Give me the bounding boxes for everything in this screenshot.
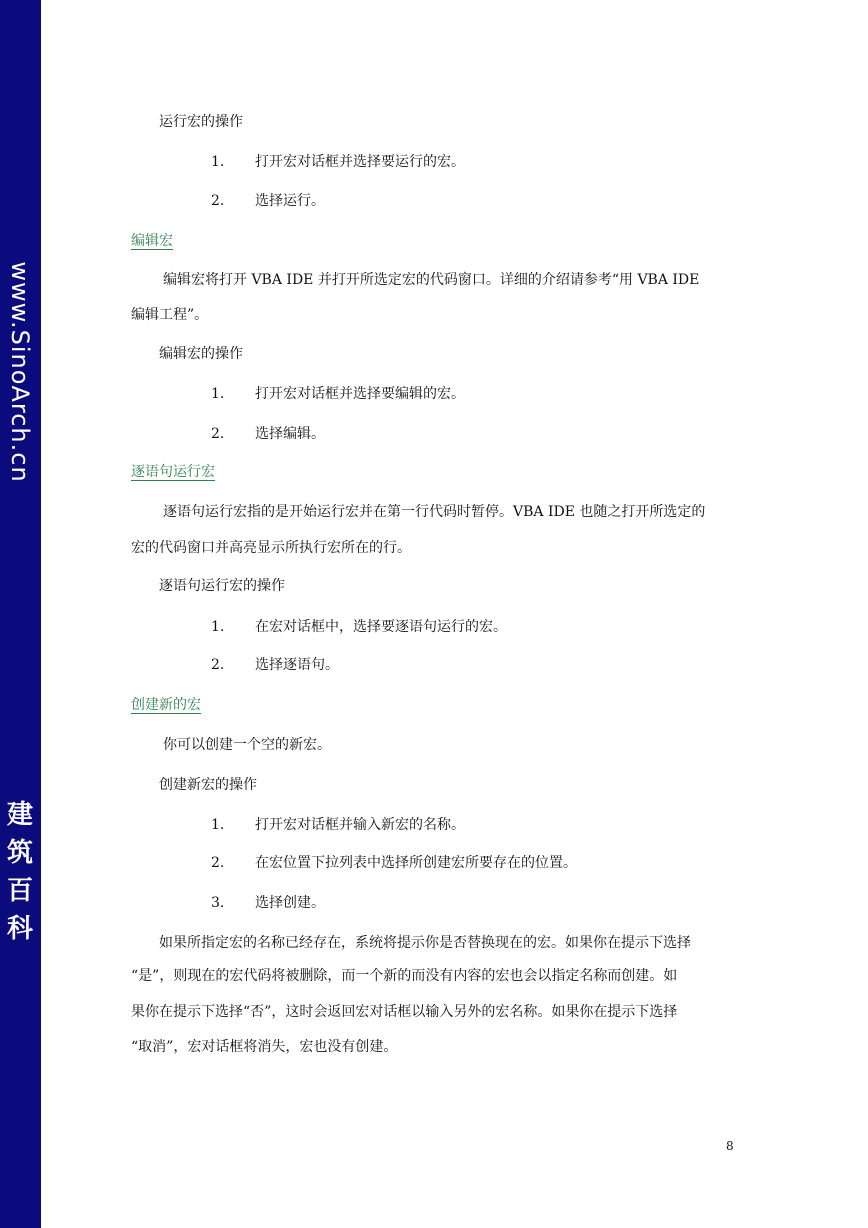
create-ops-title: 创建新宏的操作 <box>159 777 257 793</box>
paragraph: 你可以创建一个空的新宏。 <box>163 737 331 753</box>
section-heading-step[interactable]: 逐语句运行宏 <box>131 464 215 480</box>
list-number: 1. <box>211 619 225 635</box>
list-item: 在宏对话框中，选择要逐语句运行的宏。 <box>255 619 507 635</box>
paragraph: 编辑工程”。 <box>131 307 209 323</box>
paragraph: 如果所指定宏的名称已经存在，系统将提示你是否替换现在的宏。如果你在提示下选择 <box>159 935 691 951</box>
brand-char: 建 <box>6 800 33 830</box>
paragraph: 宏的代码窗口并高亮显示所执行宏所在的行。 <box>131 540 411 556</box>
brand-char: 百 <box>6 876 33 906</box>
list-item: 选择创建。 <box>255 895 325 911</box>
paragraph: 编辑宏将打开 VBA IDE 并打开所选定宏的代码窗口。详细的介绍请参考“用 VBA IDE <box>163 272 700 288</box>
list-number: 2. <box>211 193 225 209</box>
list-number: 3. <box>211 895 225 911</box>
list-number: 2. <box>211 426 225 442</box>
brand-char: 科 <box>6 914 33 944</box>
list-item: 选择运行。 <box>255 193 325 209</box>
section-heading-edit[interactable]: 编辑宏 <box>131 233 173 249</box>
page-number: 8 <box>726 1139 734 1153</box>
brand-char: 筑 <box>6 838 33 868</box>
paragraph: “是”，则现在的宏代码将被删除，而一个新的而没有内容的宏也会以指定名称而创建。如 <box>131 968 678 984</box>
paragraph: “取消”，宏对话框将消失，宏也没有创建。 <box>131 1039 398 1055</box>
list-number: 2. <box>211 855 225 871</box>
step-ops-title: 逐语句运行宏的操作 <box>159 578 285 594</box>
section-heading-create[interactable]: 创建新的宏 <box>131 697 201 713</box>
run-ops-title: 运行宏的操作 <box>159 114 243 130</box>
brand-vertical <box>4 800 36 944</box>
list-item: 打开宏对话框并输入新宏的名称。 <box>255 817 465 833</box>
list-number: 1. <box>211 386 225 402</box>
sidebar <box>0 0 41 1228</box>
paragraph: 逐语句运行宏指的是开始运行宏并在第一行代码时暂停。VBA IDE 也随之打开所选定的 <box>163 504 706 520</box>
edit-ops-title: 编辑宏的操作 <box>159 346 243 362</box>
list-item: 打开宏对话框并选择要编辑的宏。 <box>255 386 465 402</box>
list-item: 打开宏对话框并选择要运行的宏。 <box>255 154 465 170</box>
paragraph: 果你在提示下选择“否”，这时会返回宏对话框以输入另外的宏名称。如果你在提示下选择 <box>131 1004 678 1020</box>
list-number: 2. <box>211 657 225 673</box>
list-number: 1. <box>211 154 225 170</box>
site-url: www.SinoArch.cn <box>6 261 34 483</box>
list-item: 选择编辑。 <box>255 426 325 442</box>
list-item: 在宏位置下拉列表中选择所创建宏所要存在的位置。 <box>255 855 577 871</box>
list-item: 选择逐语句。 <box>255 657 339 673</box>
list-number: 1. <box>211 817 225 833</box>
